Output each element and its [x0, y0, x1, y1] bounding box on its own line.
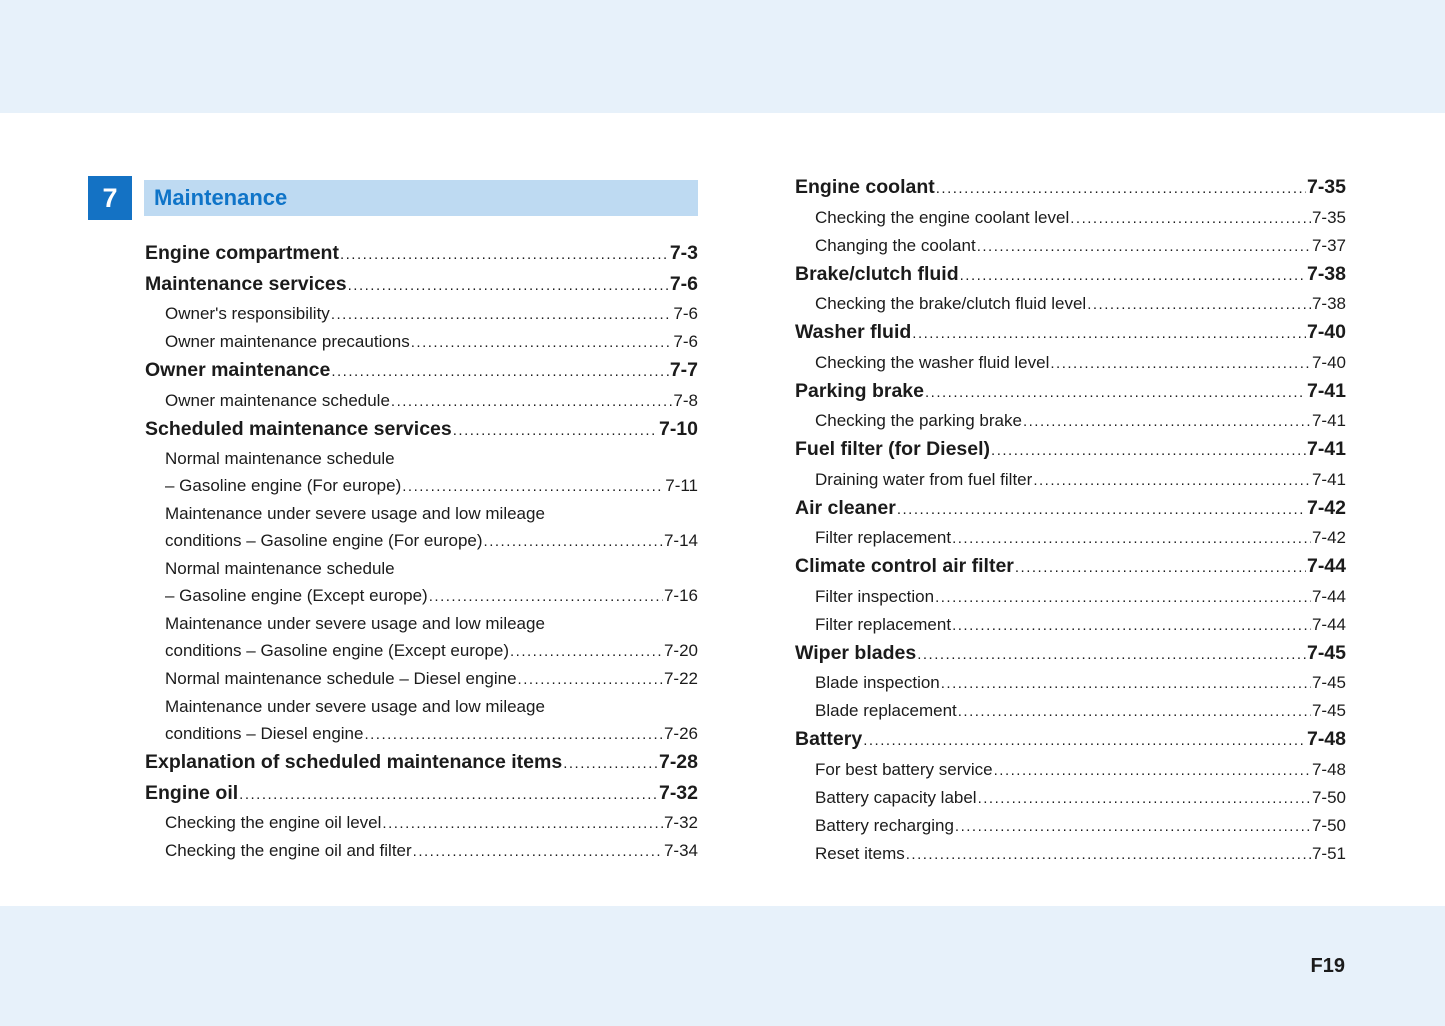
toc-entry-label: Parking brake — [795, 379, 924, 402]
toc-sub-entry — [795, 524, 1346, 552]
toc-section-entry — [145, 270, 698, 301]
toc-entry-page-number: 7-48 — [1311, 759, 1346, 779]
toc-sub-entry — [795, 407, 1346, 435]
toc-leader-dots — [936, 173, 1306, 204]
toc-section-entry — [795, 260, 1346, 291]
toc-entry-label: Fuel filter (for Diesel) — [795, 438, 991, 460]
toc-leader-dots — [453, 415, 658, 446]
toc-leader-dots — [382, 809, 663, 837]
toc-leader-dots — [925, 377, 1306, 408]
toc-line — [815, 290, 1346, 318]
toc-leader-dots — [912, 318, 1306, 349]
toc-entry-page-number: 7-35 — [1306, 176, 1346, 198]
toc-line — [145, 239, 698, 270]
toc-leader-dots — [897, 494, 1306, 525]
toc-sub-entry — [145, 837, 698, 865]
toc-line — [795, 552, 1346, 583]
toc-section-entry — [795, 173, 1346, 204]
toc-entry-label: Brake/clutch fluid — [795, 262, 959, 285]
toc-right-column — [795, 173, 1346, 868]
toc-leader-dots — [952, 524, 1311, 552]
toc-sub-entry — [795, 583, 1346, 611]
toc-entry-label: Maintenance services — [145, 272, 347, 295]
toc-leader-dots — [952, 611, 1311, 639]
toc-line — [165, 809, 698, 837]
toc-entry-page-number: 7-6 — [673, 332, 698, 351]
toc-section-entry — [145, 356, 698, 387]
toc-entry-label: Blade replacement — [815, 701, 957, 720]
toc-entry-page-number: 7-41 — [1311, 469, 1346, 489]
toc-entry-page-number: 7-14 — [663, 531, 698, 550]
toc-entry-page-number: 7-48 — [1306, 728, 1346, 750]
toc-leader-dots — [1015, 552, 1306, 583]
toc-leader-dots — [331, 300, 673, 328]
toc-line — [815, 583, 1346, 611]
toc-sub-entry — [145, 693, 698, 748]
toc-line — [795, 725, 1346, 756]
toc-entry-page-number: 7-32 — [658, 781, 698, 804]
toc-leader-dots — [958, 697, 1311, 725]
toc-entry-page-number: 7-41 — [1311, 411, 1346, 430]
toc-line — [145, 779, 698, 810]
toc-entry-label: Checking the engine oil level — [165, 813, 382, 832]
toc-line — [815, 204, 1346, 232]
toc-sub-entry — [795, 697, 1346, 725]
toc-entry-label: Scheduled maintenance services — [145, 417, 452, 440]
toc-leader-dots — [941, 669, 1311, 697]
toc-entry-label: For best battery service — [815, 759, 993, 779]
toc-entry-page-number: 7-38 — [1311, 294, 1346, 313]
toc-section-entry — [145, 779, 698, 810]
toc-entry-page-number: 7-6 — [673, 304, 698, 323]
toc-line — [165, 720, 698, 748]
toc-entry-page-number: 7-6 — [669, 272, 698, 295]
toc-leader-dots — [348, 270, 669, 301]
toc-entry-label: Battery — [795, 728, 863, 750]
toc-line — [145, 748, 698, 779]
toc-leader-dots — [1087, 290, 1311, 318]
toc-line — [165, 693, 698, 720]
chapter-title-bar — [144, 180, 698, 216]
toc-leader-dots — [978, 784, 1311, 812]
toc-line — [815, 407, 1346, 435]
toc-entry-page-number: 7-45 — [1311, 673, 1346, 692]
toc-entry-page-number: 7-45 — [1306, 641, 1346, 664]
toc-line — [795, 318, 1346, 349]
toc-entry-label: Wiper blades — [795, 641, 917, 664]
toc-section-entry — [795, 377, 1346, 408]
toc-leader-dots — [1023, 407, 1311, 435]
toc-entry-label: Maintenance under severe usage and low mileage — [165, 504, 545, 523]
toc-sub-entry — [795, 204, 1346, 232]
toc-line — [815, 232, 1346, 260]
toc-section-entry — [795, 552, 1346, 583]
toc-line — [165, 665, 698, 693]
toc-line — [165, 328, 698, 356]
toc-entry-label: Owner maintenance — [145, 359, 331, 381]
toc-line — [165, 472, 698, 500]
toc-entry-page-number: 7-44 — [1311, 614, 1346, 634]
toc-sub-entry — [795, 466, 1346, 494]
toc-line — [815, 812, 1346, 840]
toc-line — [795, 173, 1346, 204]
toc-entry-label: Engine coolant — [795, 176, 935, 198]
toc-line — [815, 611, 1346, 639]
toc-sub-entry — [795, 290, 1346, 318]
toc-entry-page-number: 7-44 — [1306, 555, 1346, 577]
toc-entry-page-number: 7-38 — [1306, 262, 1346, 285]
toc-entry-page-number: 7-42 — [1306, 496, 1346, 519]
toc-section-entry — [145, 239, 698, 270]
toc-entry-label: – Gasoline engine (For europe) — [165, 476, 402, 495]
toc-entry-label: conditions – Gasoline engine (For europe) — [165, 531, 483, 550]
toc-sub-entry — [145, 300, 698, 328]
toc-sub-entry — [795, 756, 1346, 784]
toc-entry-page-number: 7-40 — [1311, 352, 1346, 372]
toc-entry-label: Normal maintenance schedule — [165, 559, 395, 578]
toc-entry-label: – Gasoline engine (Except europe) — [165, 586, 428, 605]
toc-line — [795, 377, 1346, 408]
toc-leader-dots — [1050, 349, 1311, 377]
toc-entry-label: Maintenance under severe usage and low mileage — [165, 697, 545, 716]
toc-entry-label: Blade inspection — [815, 673, 940, 692]
toc-entry-page-number: 7-7 — [669, 359, 698, 381]
toc-entry-label: Filter replacement — [815, 528, 952, 547]
toc-sub-entry — [795, 784, 1346, 812]
toc-sub-entry — [145, 445, 698, 500]
toc-entry-page-number: 7-40 — [1306, 321, 1346, 343]
toc-leader-dots — [991, 435, 1306, 466]
toc-left-column — [145, 239, 698, 865]
toc-sub-entry — [145, 665, 698, 693]
toc-line — [795, 494, 1346, 525]
toc-line — [145, 270, 698, 301]
toc-entry-label: Checking the engine oil and filter — [165, 841, 412, 860]
toc-entry-page-number: 7-45 — [1311, 701, 1346, 720]
toc-section-entry — [795, 639, 1346, 670]
toc-line — [795, 435, 1346, 466]
toc-entry-page-number: 7-34 — [663, 841, 698, 860]
toc-entry-label: Maintenance under severe usage and low mileage — [165, 614, 545, 633]
toc-line — [815, 697, 1346, 725]
toc-entry-label: Checking the parking brake — [815, 411, 1022, 430]
toc-leader-dots — [411, 328, 673, 356]
toc-entry-page-number: 7-3 — [669, 242, 698, 264]
toc-entry-label: Battery capacity label — [815, 787, 977, 807]
toc-entry-page-number: 7-8 — [673, 390, 698, 410]
toc-entry-label: conditions – Diesel engine — [165, 724, 364, 743]
toc-line — [145, 356, 698, 387]
toc-entry-page-number: 7-10 — [658, 417, 698, 440]
toc-entry-label: Checking the washer fluid level — [815, 352, 1050, 372]
toc-sub-entry — [795, 349, 1346, 377]
toc-entry-page-number: 7-44 — [1311, 586, 1346, 606]
toc-leader-dots — [413, 837, 663, 865]
toc-entry-label: Normal maintenance schedule — [165, 449, 395, 468]
toc-entry-page-number: 7-16 — [663, 586, 698, 605]
toc-section-entry — [795, 494, 1346, 525]
toc-leader-dots — [518, 665, 663, 693]
toc-sub-entry — [145, 555, 698, 610]
toc-entry-page-number: 7-20 — [663, 641, 698, 660]
chapter-number: 7 — [102, 182, 118, 213]
toc-line — [815, 840, 1346, 868]
toc-line — [795, 639, 1346, 670]
toc-sub-entry — [795, 840, 1346, 868]
toc-leader-dots — [1070, 204, 1311, 232]
toc-sub-entry — [145, 387, 698, 415]
chapter-header — [88, 176, 698, 220]
toc-section-entry — [145, 415, 698, 446]
toc-leader-dots — [331, 356, 669, 387]
toc-line — [165, 300, 698, 328]
toc-entry-label: Checking the engine coolant level — [815, 207, 1070, 227]
toc-line — [165, 637, 698, 665]
toc-line — [165, 527, 698, 555]
toc-entry-page-number: 7-50 — [1311, 815, 1346, 835]
toc-entry-label: Changing the coolant — [815, 235, 976, 255]
toc-entry-label: Normal maintenance schedule – Diesel engine — [165, 669, 517, 688]
toc-leader-dots — [239, 779, 658, 810]
toc-line — [815, 466, 1346, 494]
toc-leader-dots — [402, 472, 664, 500]
chapter-title: Maintenance — [154, 185, 288, 210]
toc-entry-page-number: 7-35 — [1311, 207, 1346, 227]
toc-leader-dots — [917, 639, 1306, 670]
toc-entry-label: Reset items — [815, 843, 905, 863]
toc-line — [795, 260, 1346, 291]
toc-leader-dots — [340, 239, 669, 270]
toc-entry-label: Engine compartment — [145, 242, 339, 264]
toc-entry-label: Air cleaner — [795, 496, 896, 519]
toc-sub-entry — [145, 809, 698, 837]
toc-sub-entry — [795, 232, 1346, 260]
toc-entry-page-number: 7-41 — [1306, 438, 1346, 460]
toc-entry-label: Checking the brake/clutch fluid level — [815, 294, 1087, 313]
toc-entry-page-number: 7-32 — [663, 813, 698, 832]
toc-line — [165, 445, 698, 472]
toc-sub-entry — [795, 611, 1346, 639]
toc-entry-page-number: 7-28 — [658, 751, 698, 773]
toc-entry-label: Battery recharging — [815, 815, 954, 835]
toc-section-entry — [795, 435, 1346, 466]
toc-leader-dots — [960, 260, 1306, 291]
toc-entry-page-number: 7-41 — [1306, 379, 1346, 402]
toc-line — [165, 582, 698, 610]
toc-entry-label: Owner's responsibility — [165, 304, 330, 323]
toc-leader-dots — [935, 583, 1311, 611]
toc-line — [815, 669, 1346, 697]
toc-leader-dots — [863, 725, 1306, 756]
toc-entry-label: Owner maintenance precautions — [165, 332, 410, 351]
toc-entry-label: Engine oil — [145, 781, 239, 804]
toc-section-entry — [795, 318, 1346, 349]
toc-entry-label: Filter inspection — [815, 586, 935, 606]
toc-section-entry — [145, 748, 698, 779]
toc-leader-dots — [364, 720, 663, 748]
toc-sub-entry — [145, 610, 698, 665]
toc-leader-dots — [563, 748, 658, 779]
toc-entry-label: Climate control air filter — [795, 555, 1014, 577]
toc-line — [815, 349, 1346, 377]
toc-line — [815, 756, 1346, 784]
toc-sub-entry — [795, 812, 1346, 840]
toc-sub-entry — [145, 328, 698, 356]
toc-entry-page-number: 7-26 — [663, 724, 698, 743]
chapter-number-badge — [88, 176, 132, 220]
toc-entry-page-number: 7-50 — [1311, 787, 1346, 807]
toc-line — [145, 415, 698, 446]
toc-entry-label: Owner maintenance schedule — [165, 390, 390, 410]
toc-entry-label: Filter replacement — [815, 614, 952, 634]
toc-entry-page-number: 7-37 — [1311, 235, 1346, 255]
toc-entry-label: conditions – Gasoline engine (Except europe) — [165, 641, 509, 660]
toc-leader-dots — [955, 812, 1311, 840]
toc-leader-dots — [484, 527, 663, 555]
toc-line — [165, 610, 698, 637]
toc-line — [815, 784, 1346, 812]
toc-leader-dots — [994, 756, 1311, 784]
toc-sub-entry — [145, 500, 698, 555]
toc-line — [165, 387, 698, 415]
toc-leader-dots — [391, 387, 673, 415]
toc-leader-dots — [510, 637, 663, 665]
toc-leader-dots — [977, 232, 1311, 260]
toc-line — [165, 500, 698, 527]
toc-line — [165, 837, 698, 865]
toc-section-entry — [795, 725, 1346, 756]
toc-entry-page-number: 7-42 — [1311, 528, 1346, 547]
toc-entry-label: Draining water from fuel filter — [815, 469, 1033, 489]
toc-entry-label: Washer fluid — [795, 321, 912, 343]
toc-entry-page-number: 7-22 — [663, 669, 698, 688]
toc-entry-page-number: 7-11 — [665, 476, 698, 495]
toc-entry-label: Explanation of scheduled maintenance items — [145, 751, 563, 773]
toc-sub-entry — [795, 669, 1346, 697]
toc-line — [165, 555, 698, 582]
toc-leader-dots — [429, 582, 663, 610]
toc-leader-dots — [906, 840, 1311, 868]
toc-line — [815, 524, 1346, 552]
toc-leader-dots — [1033, 466, 1311, 494]
footer-page-label: F19 — [1310, 955, 1345, 977]
toc-entry-page-number: 7-51 — [1311, 843, 1346, 863]
